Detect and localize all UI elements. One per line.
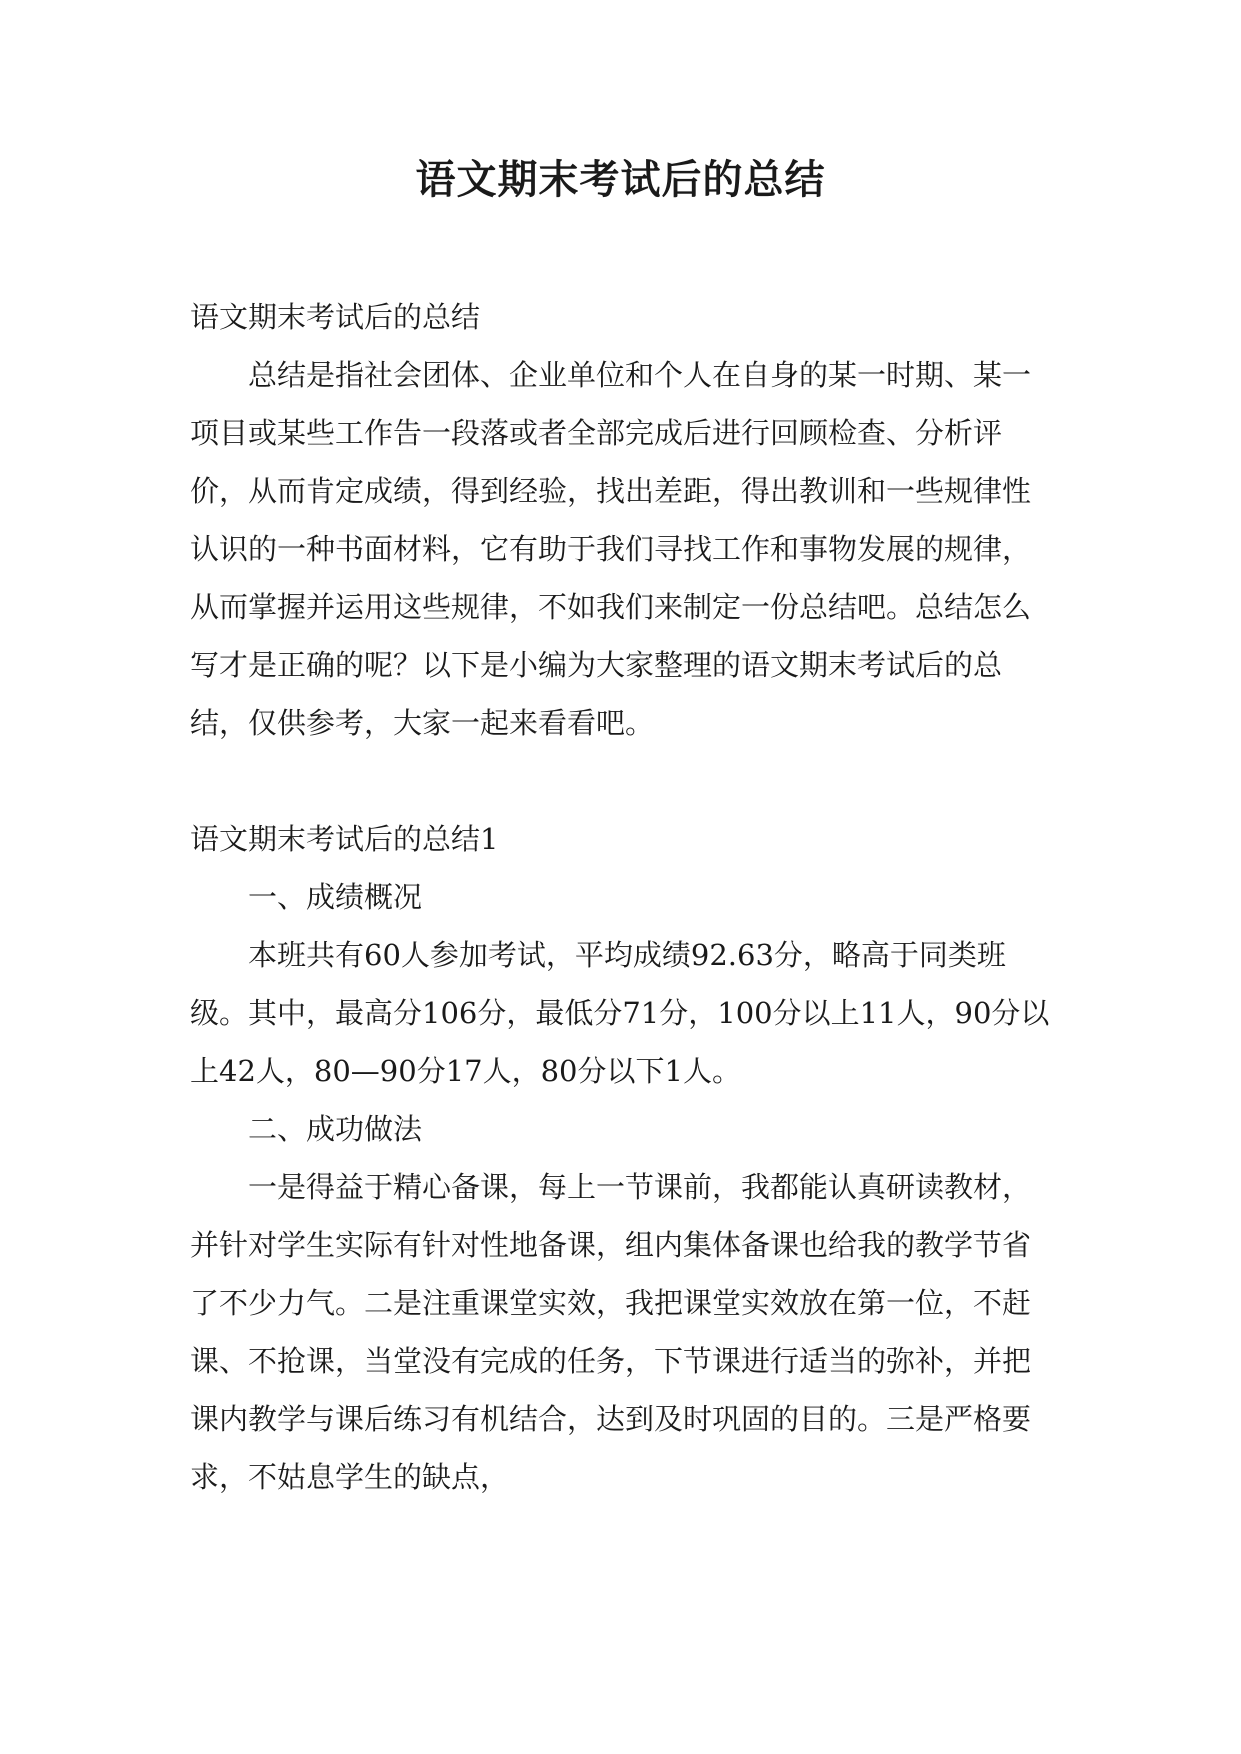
methods-paragraph: 一是得益于精心备课，每上一节课前，我都能认真研读教材，并针对学生实际有针对性地备课，组内集体备课也给我的教学节省了不少力气。二是注重课堂实效，我把课堂实效放在第一位，不赶课、不抢课，当堂没有完成的任务，下节课进行适当的弥补，并把课内教学与课后练习有机结合，达到及时巩固的目的。三是严格要求，不姑息学生的缺点， [190,1170,1032,1494]
document-body [190,288,1050,1506]
document-title: 语文期末考试后的总结 [415,156,826,203]
subheading-scores: 一、成绩概况 [248,880,423,914]
section-heading: 语文期末考试后的总结1 [190,822,499,856]
subheading-methods: 二、成功做法 [248,1112,423,1146]
document-subtitle: 语文期末考试后的总结 [190,300,481,334]
paragraph-spacer [190,752,1050,810]
intro-paragraph: 总结是指社会团体、企业单位和个人在自身的某一时期、某一项目或某些工作告一段落或者全部完成后进行回顾检查、分析评价，从而肯定成绩，得到经验，找出差距，得出教训和一些规律性认识的一种书面材料，它有助于我们寻找工作和事物发展的规律，从而掌握并运用这些规律，不如我们来制定一份总结吧。总结怎么写才是正确的呢？以下是小编为大家整理的语文期末考试后的总结，仅供参考，大家一起来看看吧。 [190,358,1032,740]
scores-paragraph: 本班共有60人参加考试，平均成绩92.63分，略高于同类班级。其中，最高分106分，最低分71分，100分以上11人，90分以上42人，80—90分17人，80分以下1人。 [190,938,1050,1088]
